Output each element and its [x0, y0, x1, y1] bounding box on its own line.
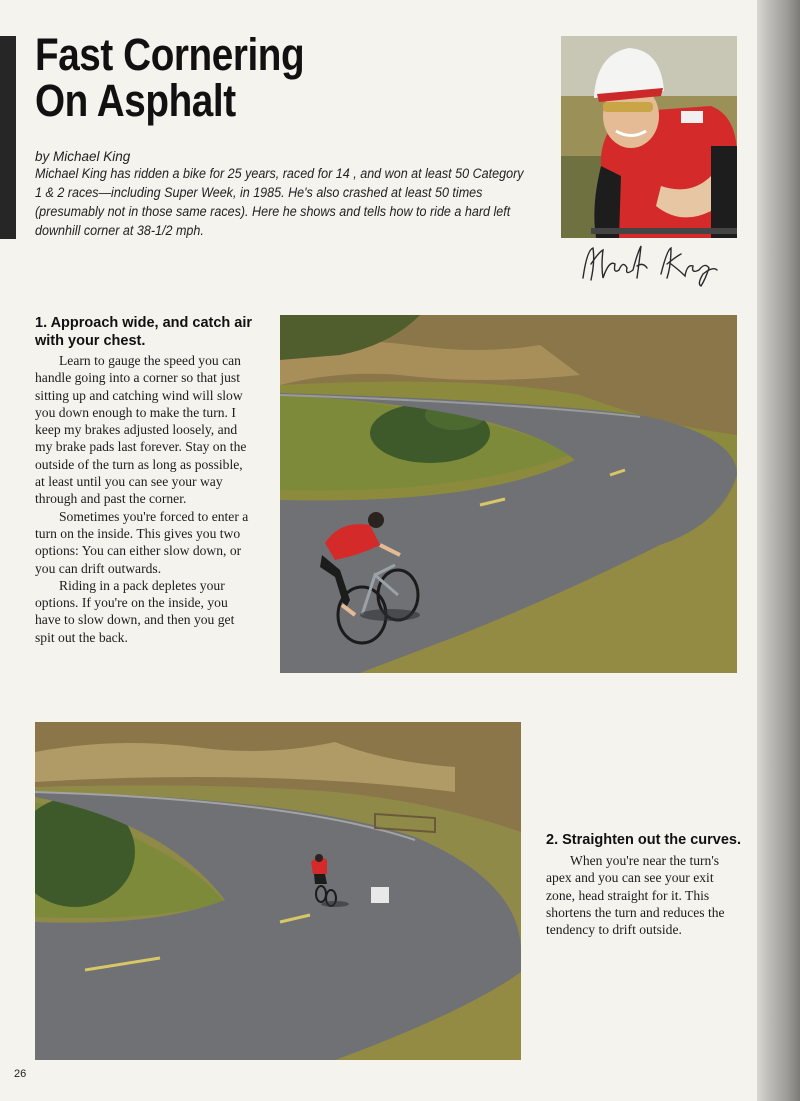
author-signature: [575, 240, 725, 288]
section-1-paragraph: Sometimes you're forced to enter a turn on the inside. This gives you two options: You can either slow down, or you can drift outwards.: [35, 508, 249, 576]
title-line-1: Fast Cornering: [35, 29, 305, 80]
article-title: [35, 29, 305, 126]
cornering-photo-exit: [35, 722, 521, 1060]
section-2-body: [546, 852, 742, 938]
byline: by Michael King: [35, 149, 131, 164]
author-portrait-photo: [561, 36, 737, 238]
section-1-paragraph: Riding in a pack depletes your options. If you're on the inside, you have to slow down, and then you get spit out the back.: [35, 577, 235, 645]
intro-text: Michael King has ridden a bike for 25 years, raced for 14 , and won at least 50 Category 1 & 2 races—including Super Week, in 1985. He's also crashed at least 50 times (presumably not in those same races). Here he shows and tells how to ride a hard left downhill corner at 38-1/2 mph.: [35, 166, 524, 238]
section-1-heading: 1. Approach wide, and catch air with your chest.: [35, 315, 253, 349]
section-1-paragraph: Learn to gauge the speed you can handle going into a corner so that just sitting up and catching wind will slow you down enough to make the turn. I keep my brakes adjusted loosely, and my brake pads last forever. Stay on the outside of the turn as long as possible, at least until you can see your way through and past the corner.: [35, 353, 247, 507]
title-line-2: On Asphalt: [35, 75, 236, 126]
cornering-photo-approach: [280, 315, 737, 673]
page-number: 26: [14, 1068, 27, 1080]
page-gutter: [757, 0, 800, 1101]
black-side-bar: [0, 36, 16, 239]
section-1-body: [35, 352, 251, 646]
section-2-paragraph: When you're near the turn's apex and you can see your exit zone, head straight for it. This shortens the turn and reduces the tendency to drift outside.: [546, 853, 725, 938]
section-2-heading: 2. Straighten out the curves.: [546, 832, 741, 848]
